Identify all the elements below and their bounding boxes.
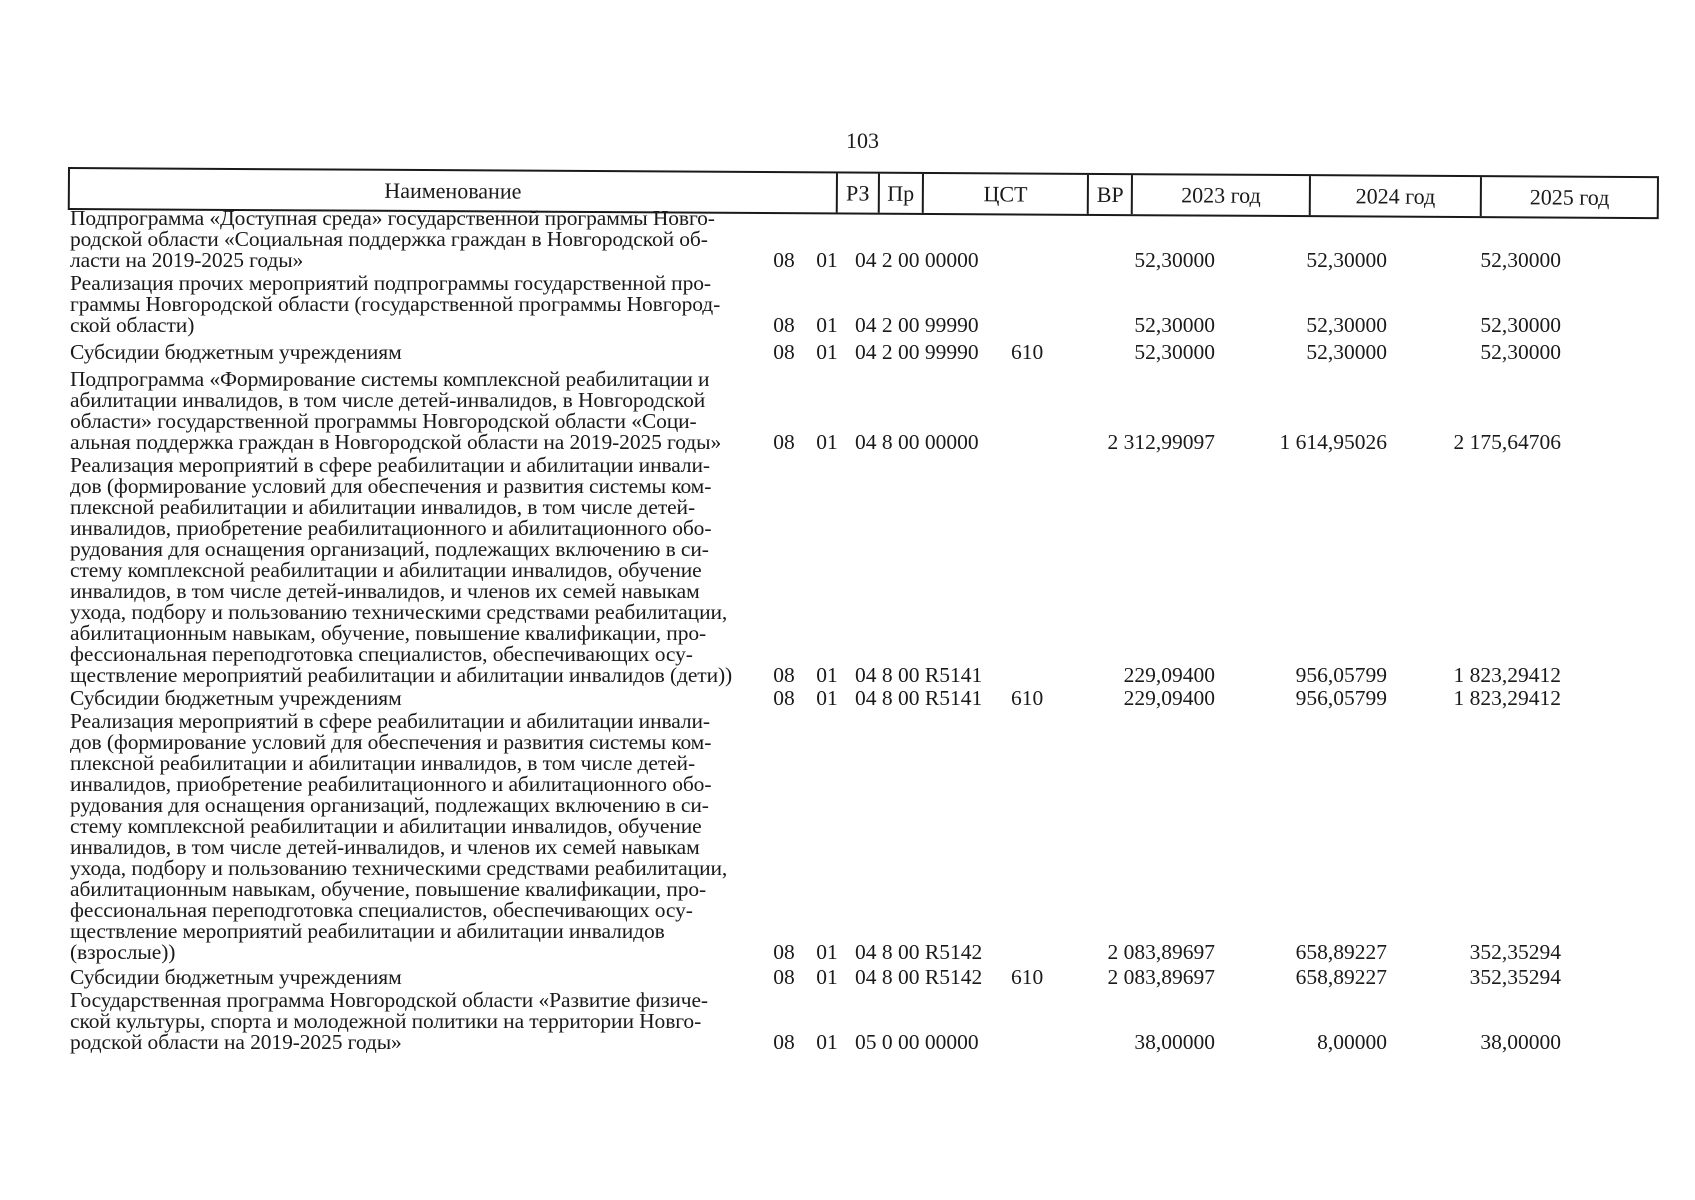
row-pr: 01: [816, 965, 838, 989]
row-vr: 610: [1011, 340, 1044, 364]
row-2023: 229,09400: [1123, 663, 1215, 687]
row-name: Реализация мероприятий в сфере реабилитации и абилитации инвали- дов (формирование условий для обеспечения и развития системы ком- плексной реабилитации и абилитации инвалидов, в том числе детей- инвалидов, приобретение реабилитационного и абилитационного обо- рудования для оснащения организаций, подлежащих включению в си- стему комплексной реабилитации и абилитации инвалидов, обучение инвалидов, в том числе детей-инвалидов, и членов их семей навыкам ухода, подбору и пользованию техническими средствами реабилитации, абилитационным навыкам, обучение, повышение квалификации, про- фессиональная переподготовка специалистов, обеспечивающих осу- ществление мероприятий реабилитации и абилитации инвалидов (дети)): [70, 453, 733, 687]
row-cst: 05 0 00 00000: [855, 1030, 979, 1054]
row-2024: 8,00000: [1317, 1030, 1387, 1054]
row-rz: 08: [773, 1030, 795, 1054]
row-2024: 52,30000: [1306, 313, 1387, 337]
row-rz: 08: [773, 340, 795, 364]
row-2023: 52,30000: [1134, 340, 1215, 364]
row-rz: 08: [773, 940, 795, 964]
row-cst: 04 8 00 R5141: [855, 663, 983, 687]
row-2025: 1 823,29412: [1453, 686, 1561, 710]
row-name: Субсидии бюджетным учреждениям: [70, 686, 402, 710]
row-cst: 04 2 00 99990: [855, 340, 979, 364]
row-2023: 2 312,99097: [1107, 430, 1215, 454]
row-name: Подпрограмма «Доступная среда» государственной программы Новго- родской области «Социальная поддержка граждан в Новгородской об- ласти на 2019-2025 годы»: [70, 206, 715, 272]
row-cst: 04 8 00 R5141: [855, 686, 983, 710]
row-2023: 2 083,89697: [1107, 965, 1215, 989]
row-2023: 229,09400: [1123, 686, 1215, 710]
row-2025: 52,30000: [1480, 248, 1561, 272]
row-2023: 52,30000: [1134, 313, 1215, 337]
row-rz: 08: [773, 965, 795, 989]
header-2024: 2024 год: [1311, 176, 1483, 216]
header-2023: 2023 год: [1133, 175, 1311, 215]
header-vr: ВР: [1089, 175, 1133, 214]
row-pr: 01: [816, 248, 838, 272]
row-2024: 658,89227: [1295, 940, 1387, 964]
row-2024: 52,30000: [1306, 248, 1387, 272]
row-rz: 08: [773, 430, 795, 454]
table-row: [0, 369, 1695, 453]
row-pr: 01: [816, 1030, 838, 1054]
table-row: [0, 990, 1695, 1053]
header-2025: 2025 год: [1529, 183, 1610, 210]
row-name: Государственная программа Новгородской области «Развитие физиче- ской культуры, спорта и молодежной политики на территории Новго- родской области на 2019-2025 годы»: [70, 988, 708, 1054]
row-2024: 956,05799: [1295, 663, 1387, 687]
row-2023: 38,00000: [1134, 1030, 1215, 1054]
table-row: [0, 342, 1695, 363]
row-rz: 08: [773, 686, 795, 710]
row-2025: 1 823,29412: [1453, 663, 1561, 687]
row-2025: 52,30000: [1480, 313, 1561, 337]
row-2024: 658,89227: [1295, 965, 1387, 989]
table-row: [0, 455, 1695, 686]
table-row: [0, 967, 1695, 988]
header-cst: ЦСТ: [924, 174, 1090, 214]
row-vr: 610: [1011, 686, 1044, 710]
row-cst: 04 2 00 00000: [855, 248, 979, 272]
table-body: [0, 208, 1695, 1053]
row-name: Субсидии бюджетным учреждениям: [70, 965, 402, 989]
row-pr: 01: [816, 663, 838, 687]
row-cst: 04 8 00 R5142: [855, 965, 983, 989]
row-pr: 01: [816, 686, 838, 710]
row-rz: 08: [773, 663, 795, 687]
row-2023: 52,30000: [1134, 248, 1215, 272]
row-2025: 352,35294: [1469, 965, 1561, 989]
row-cst: 04 8 00 00000: [855, 430, 979, 454]
row-vr: 610: [1011, 965, 1044, 989]
row-rz: 08: [773, 313, 795, 337]
row-pr: 01: [816, 430, 838, 454]
table-row: [0, 688, 1695, 709]
page-number: 103: [846, 128, 879, 153]
row-pr: 01: [816, 940, 838, 964]
header-rz: РЗ: [838, 173, 880, 212]
row-name: Подпрограмма «Формирование системы комплексной реабилитации и абилитации инвалидов, в том числе детей-инвалидов, в Новгородской области» государственной программы Новгородской области «Соци- альная поддержка граждан в Новгородской области на 2019-2025 годы»: [70, 367, 722, 454]
row-2025: 38,00000: [1480, 1030, 1561, 1054]
row-cst: 04 8 00 R5142: [855, 940, 983, 964]
row-cst: 04 2 00 99990: [855, 313, 979, 337]
row-name: Реализация мероприятий в сфере реабилитации и абилитации инвали- дов (формирование условий для обеспечения и развития системы ком- плексной реабилитации и абилитации инвалидов, в том числе детей- инвалидов, приобретение реабилитационного и абилитационного обо- рудования для оснащения организаций, подлежащих включению в си- стему комплексной реабилитации и абилитации инвалидов, обучение инвалидов, в том числе детей-инвалидов, и членов их семей навыкам ухода, подбору и пользованию техническими средствами реабилитации, абилитационным навыкам, обучение, повышение квалификации, про- фессиональная переподготовка специалистов, обеспечивающих осу- ществление мероприятий реабилитации и абилитации инвалидов (взрослые)): [70, 709, 728, 964]
table-row: [0, 711, 1695, 963]
row-rz: 08: [773, 248, 795, 272]
row-name: Субсидии бюджетным учреждениям: [70, 340, 402, 364]
row-2025: 52,30000: [1480, 340, 1561, 364]
row-2023: 2 083,89697: [1107, 940, 1215, 964]
row-2024: 956,05799: [1295, 686, 1387, 710]
row-2024: 52,30000: [1306, 340, 1387, 364]
row-2025: 352,35294: [1469, 940, 1561, 964]
table-row: [0, 273, 1695, 336]
row-name: Реализация прочих мероприятий подпрограммы государственной про- граммы Новгородской области (государственной программы Новгород- ской области): [70, 271, 721, 337]
row-pr: 01: [816, 313, 838, 337]
row-2024: 1 614,95026: [1279, 430, 1387, 454]
table-row: [0, 208, 1695, 271]
row-2025: 2 175,64706: [1453, 430, 1561, 454]
row-pr: 01: [816, 340, 838, 364]
header-name: Наименование: [70, 169, 838, 212]
header-pr: Пр: [880, 174, 924, 213]
